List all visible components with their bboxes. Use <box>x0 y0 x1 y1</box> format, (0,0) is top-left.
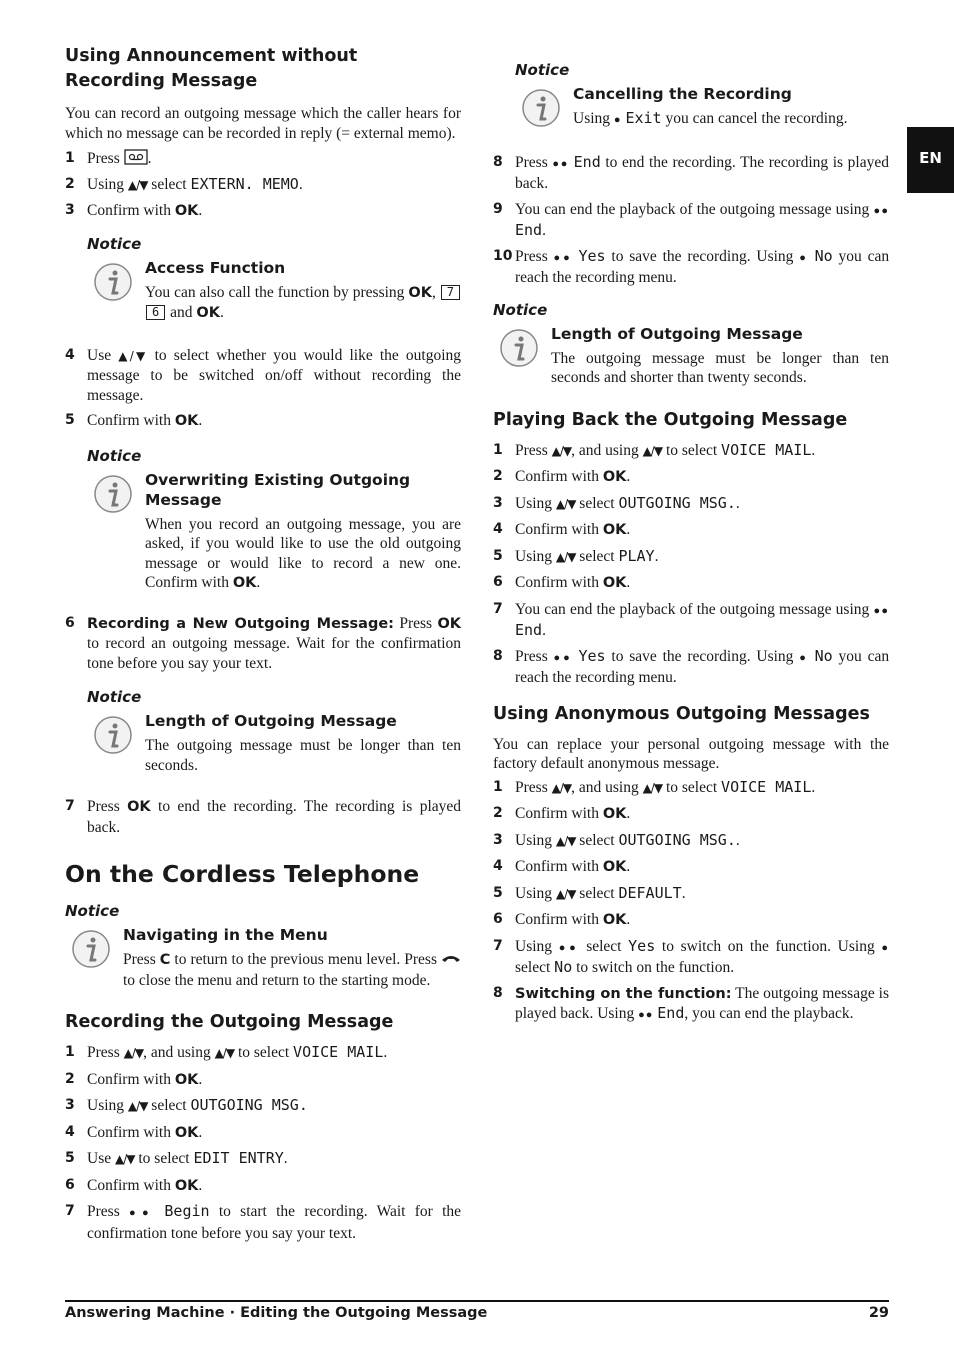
step-2: 2 Confirm with OK. <box>493 805 631 822</box>
step-5: 5 Confirm with OK. <box>65 412 203 429</box>
step-3: 3 Using ▲/▼ select OUTGOING MSG.. <box>493 830 740 849</box>
answering-machine-key-icon <box>124 149 148 165</box>
footer-rule <box>65 1300 889 1302</box>
step-6: 6 Confirm with OK. <box>65 1176 203 1194</box>
language-tab: EN <box>907 127 954 193</box>
step-2: 2 Confirm with OK. <box>493 468 631 485</box>
notice-access-function: Access Function You can also call the function by pressing OK, 76 and OK. <box>87 258 461 324</box>
softkey-dots-icon: ●● <box>129 1207 156 1219</box>
up-down-key-icon: ▲/▼ <box>127 177 148 192</box>
notice-heading: Notice <box>87 234 142 253</box>
step-7: 7 Press ●● Begin to start the recording. Wait for the confirmation tone before you say your text. <box>65 1202 462 1242</box>
page-number: 29 <box>868 1305 889 1321</box>
step-3: 3 Confirm with OK. <box>65 202 203 219</box>
step-4: 4 Confirm with OK. <box>493 858 631 875</box>
step-7: 7 Press OK to end the recording. The recording is played back. <box>65 798 462 836</box>
info-icon <box>499 328 539 368</box>
info-icon <box>521 88 561 128</box>
step-4: 4 Confirm with OK. <box>65 1123 203 1141</box>
notice-cancelling: Cancelling the Recording Using ● Exit you can cancel the recording. <box>515 84 889 131</box>
intro-text: You can record an outgoing message which the caller hears for which no message can be recorded in reply (= external memo). <box>65 105 461 142</box>
notice-overwriting: Overwriting Existing Outgoing Message When you record an outgoing message, you are asked, if you would like to use the old outgoing message or would like to record a new one. Confirm with OK. <box>87 470 461 594</box>
step-2: 2 Confirm with OK. <box>65 1070 203 1088</box>
right-column: Notice Cancelling the Recording Using ● Exit you can cancel the recording. 8 Press ●● End to end the recording. The recording is played back. 9 You can end the playback of the outgoing message using ●● End. 10 Press ●● Yes to save the recording. Using ● No you can reach the recording menu. Notice Length of Outgoing Message The outgoing message must be longer than ten seconds and shorter than twenty seconds. Playing Back the Outgoing Message 1 Press ▲/▼, and using ▲/▼ to select VOICE MAIL. 2 Confirm with OK. 3 Using ▲/▼ select OUTGOING MSG.. 4 Confirm with OK. 5 Using ▲/▼ select PLAY. 6 Confirm with OK. 7 You can end the playback of the outgoing message using ●● End. 8 Press ●● Yes to save the recording. Using ● No you can reach the recording menu. Using Anonymous Outgoing Messages You can replace your personal outgoing message with the factory default anonymous message. 1 Press ▲/▼, and using ▲/▼ to select VOICE MAIL. 2 Confirm with OK. 3 Using ▲/▼ select OUTGOING MSG.. 4 Confirm with OK. 5 Using ▲/▼ select DEFAULT. 6 Confirm with OK. 7 Using ●● select Yes to switch on the function. Using ● select No to switch on the function. 8 Switching on the function: The outgoing message is played back. Using ●● End, you can end the playback. <box>493 60 889 1026</box>
notice-length-2: Length of Outgoing Message The outgoing message must be longer than ten seconds and shorter than twenty seconds. <box>493 324 889 388</box>
step-1: 1 Press ▲/▼, and using ▲/▼ to select VOICE MAIL. <box>493 777 816 796</box>
section-title-anonymous: Using Anonymous Outgoing Messages <box>493 703 870 724</box>
step-4: 4 Use ▲/▼ to select whether you would like the outgoing message to be switched on/off without recording the message. <box>65 346 462 404</box>
step-8: 8 Press ●● End to end the recording. The recording is played back. <box>493 152 889 192</box>
step-10: 10 Press ●● Yes to save the recording. Using ● No you can reach the recording menu. <box>493 246 890 286</box>
step-6: 6 Confirm with OK. <box>493 574 631 591</box>
step-5: 5 Use ▲/▼ to select EDIT ENTRY. <box>65 1149 288 1167</box>
step-2: 2 Using ▲/▼ select EXTERN. MEMO. <box>65 174 303 193</box>
step-3: 3 Using ▲/▼ select OUTGOING MSG.. <box>493 493 740 512</box>
step-6: 6 Recording a New Outgoing Message: Press OK to record an outgoing message. Wait for the confirmation tone before you say your text. <box>65 614 462 672</box>
info-icon <box>71 929 111 969</box>
step-5: 5 Using ▲/▼ select DEFAULT. <box>493 883 686 902</box>
info-icon <box>93 715 133 755</box>
step-1: 1 Press ▲/▼, and using ▲/▼ to select VOICE MAIL. <box>65 1043 388 1061</box>
step-1: 1 Press . <box>65 150 152 167</box>
step-4: 4 Confirm with OK. <box>493 521 631 538</box>
step-3: 3 Using ▲/▼ select OUTGOING MSG. <box>65 1096 308 1114</box>
section-title-cordless: On the Cordless Telephone <box>65 860 420 888</box>
left-column: Using Announcement without Recording Message You can record an outgoing message which the caller hears for which no message can be recorded in reply (= external memo). 1 Press . 2 Using ▲/▼ select EXTERN. MEMO. 3 Confirm with OK. Notice Access Function You can also call the function by pressing OK, 76 and OK. 4 Use ▲/▼ to select whether you would like the outgoing message to be switched on/off without recording the message. 5 Confirm with OK. Notice Overwriting Existing Outgoing Message When you record an outgoing message, you are asked, if you would like to use the old outgoing message or would like to record a new one. Confirm with OK. 6 Recording a New Outgoing Message: Press OK to record an outgoing message. Wait for the confirmation tone before you say your text. Notice Length of Outgoing Message The outgoing message must be longer than ten seconds. 7 Press OK to end the recording. The recording is played back. On the Cordless Telephone Notice Navigating in the Menu Press C to return to the previous menu level. Press to close the menu and return to the starting mode. Recording the Outgoing Message 1 Press ▲/▼, and using ▲/▼ to select VOICE MAIL. 2 Confirm with OK. 3 Using ▲/▼ select OUTGOING MSG. 4 Confirm with OK. 5 Use ▲/▼ to select EDIT ENTRY. 6 Confirm with OK. 7 Press ●● Begin to start the recording. Wait for the confirmation tone before you say your text. <box>65 46 462 1242</box>
step-9: 9 You can end the playback of the outgoing message using ●● End. <box>493 200 889 239</box>
section-title-announcement: Using Announcement without Recording Message <box>65 46 358 91</box>
step-6: 6 Confirm with OK. <box>493 911 631 928</box>
step-5: 5 Using ▲/▼ select PLAY. <box>493 546 659 565</box>
end-call-icon <box>441 954 461 964</box>
notice-navigating: Navigating in the Menu Press C to return to the previous menu level. Press to close the menu and return to the starting mode. <box>65 925 461 990</box>
step-1: 1 Press ▲/▼, and using ▲/▼ to select VOICE MAIL. <box>493 440 816 459</box>
step-8: 8 Press ●● Yes to save the recording. Using ● No you can reach the recording menu. <box>493 646 890 686</box>
step-8: 8 Switching on the function: The outgoing message is played back. Using ●● End, you can end the playback. <box>493 984 889 1022</box>
info-icon <box>93 262 133 302</box>
step-7: 7 You can end the playback of the outgoing message using ●● End. <box>493 600 889 639</box>
step-7: 7 Using ●● select Yes to switch on the function. Using ● select No to switch on the function. <box>493 936 890 976</box>
section-title-playing-back: Playing Back the Outgoing Message <box>493 409 848 430</box>
notice-length: Length of Outgoing Message The outgoing message must be longer than ten seconds. <box>87 711 461 775</box>
info-icon <box>93 474 133 514</box>
section-title-recording: Recording the Outgoing Message <box>65 1012 394 1032</box>
footer-section: Answering Machine · Editing the Outgoing Message <box>65 1305 488 1321</box>
